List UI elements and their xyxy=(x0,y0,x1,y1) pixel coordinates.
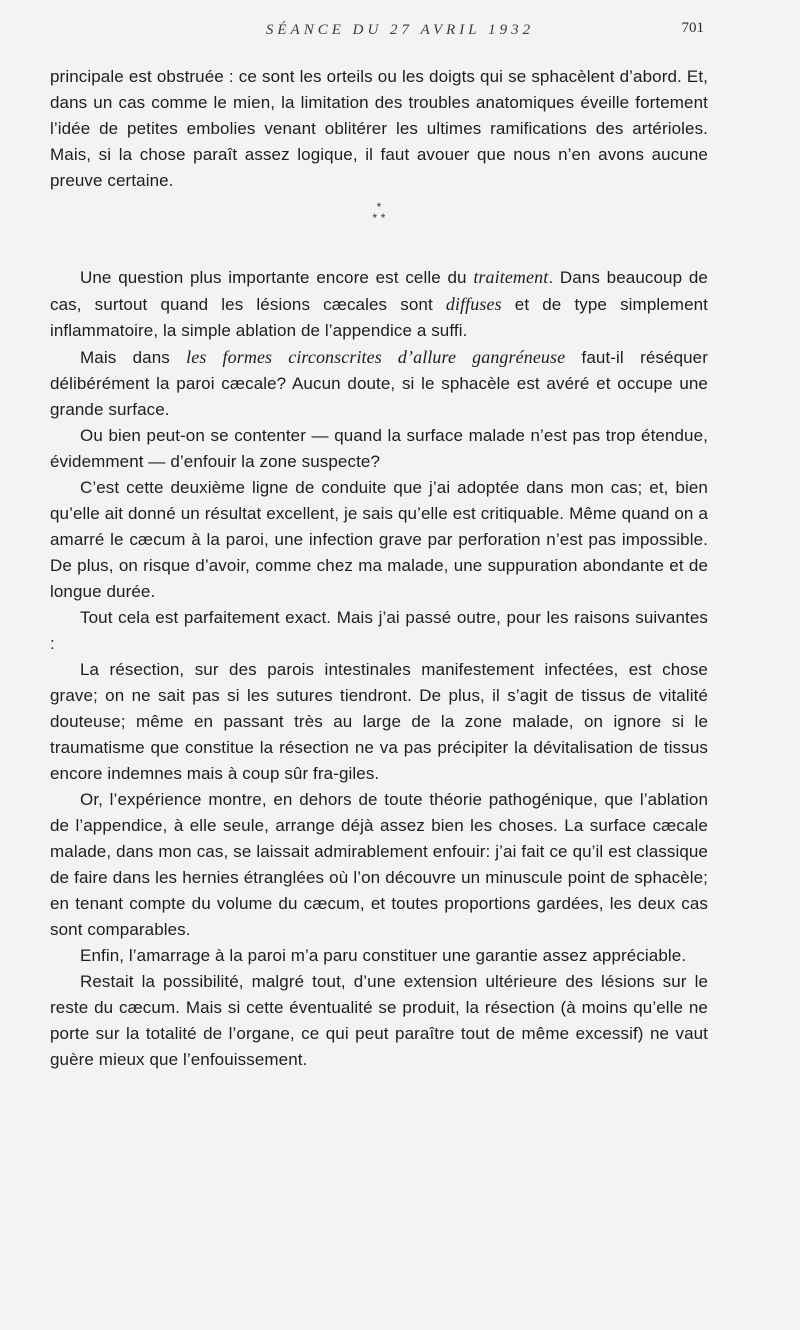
separator-top-star: * xyxy=(376,200,382,214)
separator-bottom-stars: * * xyxy=(372,211,386,225)
paragraph-conclusion xyxy=(50,969,708,1073)
text-run: Restait la possibilité, malgré tout, d’une extension ultérieure des lésions sur le reste du cæcum. Mais si cette éventualité se produit, la résection (à moins qu’elle ne porte sur la totalité de l’organe, ce qui peut paraître tout de même excessif) ne vaut guère mieux que l’enfouissement. xyxy=(50,972,708,1069)
text-run: Une question plus importante encore est celle du xyxy=(80,268,474,287)
italic-text: diffuses xyxy=(445,294,502,314)
paragraph-chosen-approach xyxy=(50,475,708,605)
text-run: Or, l’expérience montre, en dehors de toute théorie pathogénique, que l’ablation de l’appendice, à elle seule, arrange déjà assez bien les choses. La surface cæcale malade, dans mon cas, se laissait admirablement enfouir: j’ai fait ce qu’il est classique de faire dans les hernies étranglées où l’on découvre un minuscule point de sphacèle; en tenant compte du volume du cæcum, et toutes proportions gardées, les deux cas sont comparables. xyxy=(50,790,708,939)
paragraph-resection-risk xyxy=(50,657,708,787)
italic-text: les formes circonscrites d’allure gangréneuse xyxy=(186,347,566,367)
section-separator xyxy=(50,194,708,264)
paragraph-continuation xyxy=(50,64,708,194)
text-run: C’est cette deuxième ligne de conduite que j’ai adoptée dans mon cas; et, bien qu’elle ait donné un résultat excellent, je sais qu’elle est critiquable. Même quand on a amarré le cæcum à la paroi, une infection grave par perforation n’est pas impossible. De plus, on risque d’avoir, comme chez ma malade, une suppuration abondante et de longue durée. xyxy=(50,478,708,601)
text-run: Enfin, l’amarrage à la paroi m’a paru constituer une garantie assez appréciable. xyxy=(80,946,687,965)
paragraph-alternative xyxy=(50,423,708,475)
page-number: 701 xyxy=(681,20,704,36)
page-header xyxy=(0,20,800,46)
paragraph-experience xyxy=(50,787,708,943)
text-run: faut-il réséquer délibérément la paroi cæcale? Aucun doute, si le sphacèle est avéré et occupe une grande surface. xyxy=(50,348,708,419)
running-title: SÉANCE DU 27 AVRIL 1932 xyxy=(265,22,535,38)
text-run: et de type simplement inflammatoire, la simple ablation de l’appendice a suffi. xyxy=(50,295,709,340)
paragraph-anchoring xyxy=(50,943,708,969)
body-text xyxy=(50,64,708,1073)
text-run: principale est obstruée : ce sont les orteils ou les doigts qui se sphacèlent d’abord. Et, dans un cas comme le mien, la limitation des troubles anatomiques éveille fortement l’idée de petites embolies venant oblitérer les ultimes ramifications des artérioles. Mais, si la chose paraît assez logique, il faut avouer que nous n’en avons aucune preuve certaine. xyxy=(50,67,708,190)
text-run: Ou bien peut-on se contenter — quand la surface malade n’est pas trop étendue, évidemment — d’enfouir la zone suspecte? xyxy=(50,426,708,471)
paragraph-reasons-intro xyxy=(50,605,708,657)
paragraph-treatment xyxy=(50,264,708,344)
text-run: La résection, sur des parois intestinales manifestement infectées, est chose grave; on ne sait pas si les sutures tiendront. De plus, il s’agit de tissus de vitalité douteuse; même en passant très au large de la zone malade, on ignore si le traumatisme que constitue la résection ne va pas précipiter la dévitalisation de tissus encore indemnes mais à coup sûr fra-giles. xyxy=(50,660,708,783)
text-run: Mais dans xyxy=(80,348,187,367)
text-run: Tout cela est parfaitement exact. Mais j’ai passé outre, pour les raisons suivantes : xyxy=(50,608,708,653)
italic-text: traitement xyxy=(473,267,549,287)
text-run: . Dans beaucoup de cas, surtout quand les lésions cæcales sont xyxy=(50,268,708,314)
paragraph-circumscribed-forms xyxy=(50,344,708,423)
